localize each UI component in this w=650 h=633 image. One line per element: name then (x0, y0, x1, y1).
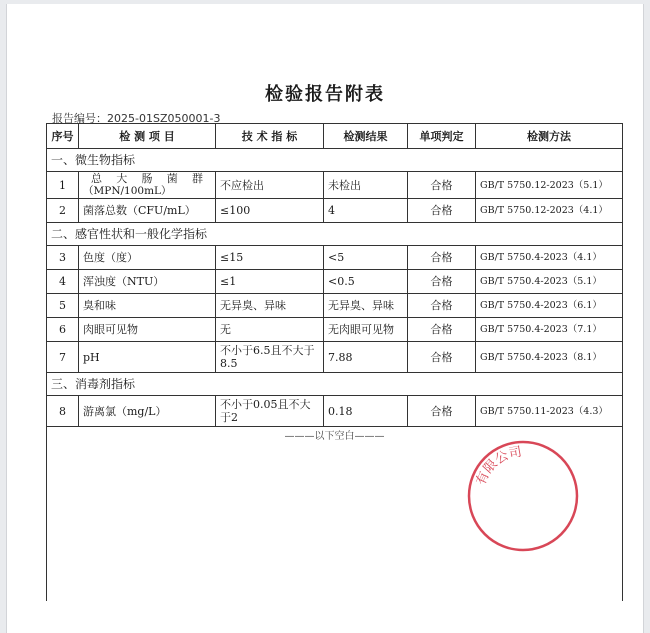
header-no: 序号 (47, 124, 79, 149)
row-spec: ≤100 (216, 199, 324, 223)
row-result: 0.18 (324, 396, 408, 427)
header-judgement: 单项判定 (408, 124, 476, 149)
row-item: 浑浊度（NTU） (79, 270, 216, 294)
report-page (6, 4, 644, 633)
table-row (47, 294, 623, 318)
row-result: 无肉眼可见物 (324, 318, 408, 342)
section-label: 一、微生物指标 (47, 149, 623, 172)
row-spec: 无 (216, 318, 324, 342)
row-no: 1 (47, 172, 79, 199)
section-row-sensory (47, 223, 623, 246)
row-spec: 不小于6.5且不大于8.5 (216, 342, 324, 373)
row-result: <0.5 (324, 270, 408, 294)
row-judgement: 合格 (408, 172, 476, 199)
row-no: 7 (47, 342, 79, 373)
section-row-disinfectant (47, 373, 623, 396)
row-judgement: 合格 (408, 199, 476, 223)
row-judgement: 合格 (408, 246, 476, 270)
row-method: GB/T 5750.4-2023（5.1） (476, 270, 623, 294)
row-no: 3 (47, 246, 79, 270)
row-spec: 不小于0.05且不大于2 (216, 396, 324, 427)
row-item: 游离氯（mg/L） (79, 396, 216, 427)
blank-area-row (47, 427, 623, 602)
row-judgement: 合格 (408, 396, 476, 427)
row-no: 8 (47, 396, 79, 427)
table-row (47, 396, 623, 427)
row-method: GB/T 5750.4-2023（7.1） (476, 318, 623, 342)
row-item-line2: （MPN/100mL） (83, 185, 172, 197)
seal-text: 有限公司 (473, 444, 524, 488)
section-label: 三、消毒剂指标 (47, 373, 623, 396)
row-item-line1: 总大肠菌群 (91, 172, 203, 185)
row-method: GB/T 5750.12-2023（4.1） (476, 199, 623, 223)
row-spec: ≤15 (216, 246, 324, 270)
row-method: GB/T 5750.4-2023（6.1） (476, 294, 623, 318)
end-marker: ———以下空白——— (284, 431, 385, 442)
inspection-table (46, 123, 623, 601)
row-item: 臭和味 (79, 294, 216, 318)
header-item: 检 测 项 目 (79, 124, 216, 149)
row-judgement: 合格 (408, 318, 476, 342)
table-row (47, 342, 623, 373)
table-row (47, 172, 623, 199)
row-judgement: 合格 (408, 270, 476, 294)
row-judgement: 合格 (408, 342, 476, 373)
header-spec: 技 术 指 标 (216, 124, 324, 149)
section-row-microbial (47, 149, 623, 172)
row-method: GB/T 5750.11-2023（4.3） (476, 396, 623, 427)
table-row (47, 199, 623, 223)
row-method: GB/T 5750.4-2023（8.1） (476, 342, 623, 373)
report-number: 报告编号：2025-01SZ050001-3 (52, 112, 221, 125)
row-no: 4 (47, 270, 79, 294)
row-method: GB/T 5750.12-2023（5.1） (476, 172, 623, 199)
row-item: 菌落总数（CFU/mL） (79, 199, 216, 223)
row-method: GB/T 5750.4-2023（4.1） (476, 246, 623, 270)
row-result: 7.88 (324, 342, 408, 373)
row-no: 2 (47, 199, 79, 223)
page-title: 检验报告附表 (265, 84, 385, 105)
row-item: 肉眼可见物 (79, 318, 216, 342)
row-spec: ≤1 (216, 270, 324, 294)
row-spec: 无异臭、异味 (216, 294, 324, 318)
table-row (47, 246, 623, 270)
row-result: <5 (324, 246, 408, 270)
row-result: 无异臭、异味 (324, 294, 408, 318)
table-row (47, 318, 623, 342)
table-header-row (47, 124, 623, 149)
row-item: pH (79, 342, 216, 373)
row-item: 色度（度） (79, 246, 216, 270)
row-result: 4 (324, 199, 408, 223)
table-row (47, 270, 623, 294)
header-method: 检测方法 (476, 124, 623, 149)
row-item (79, 172, 216, 199)
header-result: 检测结果 (324, 124, 408, 149)
row-result: 未检出 (324, 172, 408, 199)
row-judgement: 合格 (408, 294, 476, 318)
row-spec: 不应检出 (216, 172, 324, 199)
row-no: 6 (47, 318, 79, 342)
row-no: 5 (47, 294, 79, 318)
section-label: 二、感官性状和一般化学指标 (47, 223, 623, 246)
